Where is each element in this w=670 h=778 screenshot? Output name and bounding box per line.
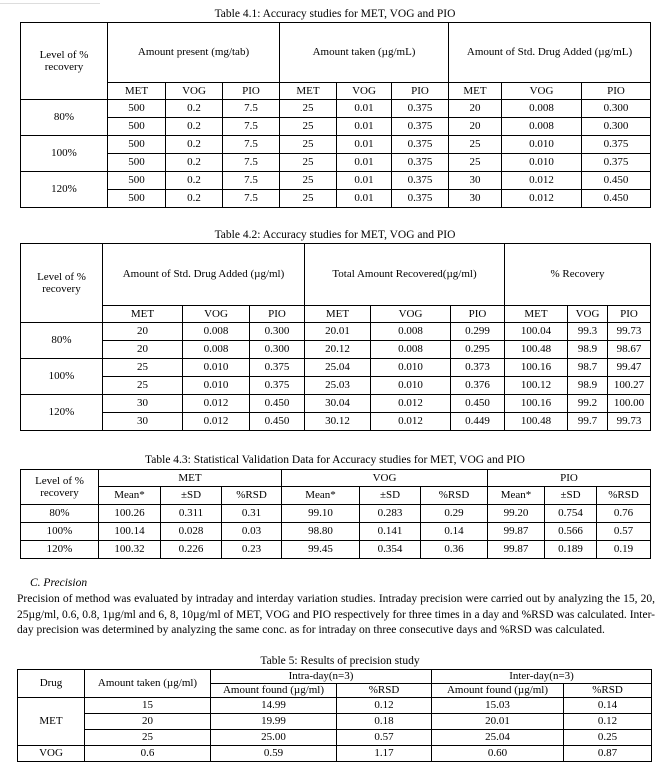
- table-cell: 500: [108, 100, 166, 118]
- table-cell: 0.12: [337, 698, 432, 714]
- table-cell: 0.373: [451, 359, 505, 377]
- table-cell: 0.01: [337, 136, 392, 154]
- table-row: [21, 172, 651, 190]
- table-row: [21, 395, 651, 413]
- table-cell: 0.008: [502, 100, 582, 118]
- table-cell: 20: [103, 341, 183, 359]
- table-row: [21, 377, 651, 395]
- table-cell: 20: [85, 714, 211, 730]
- table-cell: 7.5: [223, 118, 280, 136]
- table-cell: 0.354: [360, 541, 421, 559]
- level-cell: 100%: [21, 136, 108, 172]
- table-cell: 0.295: [451, 341, 505, 359]
- sub-header-row: [21, 83, 651, 100]
- table-cell: 7.5: [223, 100, 280, 118]
- group-header: MET: [99, 470, 282, 487]
- table-cell: 20: [449, 118, 502, 136]
- table-cell: 0.01: [337, 154, 392, 172]
- table-cell: 25.04: [432, 730, 564, 746]
- table-cell: 100.48: [505, 341, 568, 359]
- table-cell: 100.04: [505, 323, 568, 341]
- sub-header: MET: [103, 306, 183, 323]
- table-cell: 500: [108, 172, 166, 190]
- table-cell: 98.67: [608, 341, 651, 359]
- table-cell: 25: [280, 172, 337, 190]
- table-cell: 25: [280, 190, 337, 208]
- table-cell: 0.2: [166, 118, 223, 136]
- sub-header: %RSD: [421, 487, 488, 505]
- sub-header: VOG: [502, 83, 582, 100]
- table-row: [21, 190, 651, 208]
- table-cell: 100.48: [505, 413, 568, 431]
- table-cell: 99.73: [608, 323, 651, 341]
- table-cell: 0.226: [161, 541, 222, 559]
- table-cell: 25: [280, 100, 337, 118]
- sub-header: VOG: [337, 83, 392, 100]
- table-cell: 0.010: [183, 359, 250, 377]
- table-cell: 20: [449, 100, 502, 118]
- table-cell: 0.283: [360, 505, 421, 523]
- table-cell: 0.375: [392, 154, 449, 172]
- table-cell: 20.01: [432, 714, 564, 730]
- sub-header: PIO: [451, 306, 505, 323]
- table-cell: 30.12: [305, 413, 371, 431]
- table-cell: 100.00: [608, 395, 651, 413]
- sub-header: MET: [449, 83, 502, 100]
- table-cell: 7.5: [223, 154, 280, 172]
- table-cell: 0.29: [421, 505, 488, 523]
- sub-header-row: [21, 487, 651, 505]
- level-cell: 120%: [21, 172, 108, 208]
- table-cell: 30: [449, 172, 502, 190]
- sub-header: ±SD: [360, 487, 421, 505]
- table-cell: 500: [108, 136, 166, 154]
- table-cell: 0.010: [502, 136, 582, 154]
- table-cell: 15.03: [432, 698, 564, 714]
- table-cell: 0.2: [166, 190, 223, 208]
- table-cell: 0.754: [545, 505, 597, 523]
- table-cell: 100.12: [505, 377, 568, 395]
- table-4-2: [20, 243, 651, 431]
- sub-header: %RSD: [597, 487, 651, 505]
- table-cell: 0.14: [421, 523, 488, 541]
- table-cell: 99.47: [608, 359, 651, 377]
- table-cell: 25: [85, 730, 211, 746]
- precision-heading: C. Precision: [30, 577, 88, 589]
- group-header: Amount present (mg/tab): [108, 23, 280, 83]
- table-cell: 25.00: [211, 730, 337, 746]
- sub-header: VOG: [371, 306, 451, 323]
- sub-header: VOG: [166, 83, 223, 100]
- sub-header: ±SD: [545, 487, 597, 505]
- table-cell: 0.141: [360, 523, 421, 541]
- table-cell: 0.299: [451, 323, 505, 341]
- table-cell: 98.9: [568, 377, 608, 395]
- table-cell: 0.012: [502, 190, 582, 208]
- drug-header: Drug: [18, 670, 85, 698]
- inter-day-header: Inter-day(n=3): [432, 670, 652, 684]
- table-cell: 25: [280, 136, 337, 154]
- level-cell: 80%: [21, 100, 108, 136]
- table-cell: 0.375: [582, 154, 651, 172]
- table-cell: 0.36: [421, 541, 488, 559]
- table-cell: 14.99: [211, 698, 337, 714]
- table-cell: 99.87: [488, 541, 545, 559]
- table-cell: 0.008: [502, 118, 582, 136]
- table-5: [17, 669, 652, 762]
- table-cell: 20.01: [305, 323, 371, 341]
- table-4-1: [20, 22, 651, 208]
- table-cell: 0.375: [392, 136, 449, 154]
- table-4-3-caption: Table 4.3: Statistical Validation Data for Accuracy studies for MET, VOG and PIO: [145, 454, 525, 466]
- amount-taken-header: Amount taken (µg/ml): [85, 670, 211, 698]
- table-cell: 7.5: [223, 136, 280, 154]
- sub-header: PIO: [223, 83, 280, 100]
- table-cell: 30: [103, 395, 183, 413]
- level-header: Level of % recovery: [21, 470, 99, 505]
- table-cell: 99.10: [282, 505, 360, 523]
- table-row: [21, 323, 651, 341]
- table-cell: 0.19: [597, 541, 651, 559]
- table-cell: 25: [449, 136, 502, 154]
- table-row: [18, 746, 652, 762]
- table-cell: 0.450: [250, 413, 305, 431]
- sub-header: PIO: [582, 83, 651, 100]
- table-cell: 0.375: [250, 359, 305, 377]
- table-cell: 0.2: [166, 154, 223, 172]
- sub-header: MET: [108, 83, 166, 100]
- table-cell: 0.01: [337, 190, 392, 208]
- table-cell: 30: [449, 190, 502, 208]
- table-cell: 99.73: [608, 413, 651, 431]
- intra-day-header: Intra-day(n=3): [211, 670, 432, 684]
- table-cell: 100.32: [99, 541, 161, 559]
- table-cell: 0.57: [597, 523, 651, 541]
- table-cell: 98.7: [568, 359, 608, 377]
- table-cell: 0.14: [564, 698, 652, 714]
- table-cell: 0.12: [564, 714, 652, 730]
- table-row: [21, 523, 651, 541]
- table-cell: 25: [280, 118, 337, 136]
- table-cell: 25: [103, 377, 183, 395]
- level-header: Level of % recovery: [21, 23, 108, 100]
- table-cell: 7.5: [223, 190, 280, 208]
- table-4-3: [20, 469, 651, 559]
- table-cell: 0.376: [451, 377, 505, 395]
- table-cell: 0.012: [371, 413, 451, 431]
- table-cell: 0.31: [222, 505, 282, 523]
- table-cell: 19.99: [211, 714, 337, 730]
- table-cell: 0.450: [250, 395, 305, 413]
- table-cell: 0.59: [211, 746, 337, 762]
- table-row: [18, 698, 652, 714]
- sub-header: MET: [280, 83, 337, 100]
- sub-header: VOG: [568, 306, 608, 323]
- table-cell: 99.20: [488, 505, 545, 523]
- drug-cell-met: MET: [18, 698, 85, 746]
- table-cell: 25: [103, 359, 183, 377]
- sub-header: Amount found (µg/ml): [432, 684, 564, 698]
- table-cell: 100.16: [505, 359, 568, 377]
- table-cell: 500: [108, 118, 166, 136]
- table-cell: 0.03: [222, 523, 282, 541]
- group-header: Amount of Std. Drug Added (µg/ml): [103, 244, 305, 306]
- table-cell: 25.04: [305, 359, 371, 377]
- table-cell: 0.2: [166, 100, 223, 118]
- table-cell: 0.450: [582, 172, 651, 190]
- table-cell: 0.01: [337, 100, 392, 118]
- sub-header: Mean*: [488, 487, 545, 505]
- level-cell: 80%: [21, 505, 99, 523]
- table-cell: 0.008: [183, 341, 250, 359]
- table-row: [21, 118, 651, 136]
- table-row: [21, 341, 651, 359]
- table-cell: 0.012: [183, 413, 250, 431]
- table-cell: 0.008: [183, 323, 250, 341]
- table-cell: 0.18: [337, 714, 432, 730]
- table-cell: 0.01: [337, 118, 392, 136]
- group-header: PIO: [488, 470, 651, 487]
- table-cell: 100.26: [99, 505, 161, 523]
- table-cell: 0.010: [371, 359, 451, 377]
- table-cell: 30.04: [305, 395, 371, 413]
- table-cell: 0.375: [392, 172, 449, 190]
- sub-header: PIO: [250, 306, 305, 323]
- sub-header: %RSD: [337, 684, 432, 698]
- table-row: [21, 100, 651, 118]
- table-4-2-caption: Table 4.2: Accuracy studies for MET, VOG and PIO: [214, 229, 456, 241]
- table-cell: 30: [103, 413, 183, 431]
- table-cell: 0.566: [545, 523, 597, 541]
- table-cell: 25: [280, 154, 337, 172]
- table-row: [21, 413, 651, 431]
- table-cell: 1.17: [337, 746, 432, 762]
- table-cell: 7.5: [223, 172, 280, 190]
- table-cell: 0.300: [582, 118, 651, 136]
- table-cell: 20.12: [305, 341, 371, 359]
- sub-header: Mean*: [282, 487, 360, 505]
- level-cell: 100%: [21, 523, 99, 541]
- table-cell: 0.01: [337, 172, 392, 190]
- table-cell: 0.449: [451, 413, 505, 431]
- table-row: [21, 136, 651, 154]
- table-cell: 99.45: [282, 541, 360, 559]
- table-cell: 0.60: [432, 746, 564, 762]
- table-cell: VOG: [18, 746, 85, 762]
- level-cell: 120%: [21, 541, 99, 559]
- table-cell: 0.76: [597, 505, 651, 523]
- sub-header: MET: [505, 306, 568, 323]
- table-cell: 99.2: [568, 395, 608, 413]
- table-cell: 0.375: [392, 190, 449, 208]
- table-cell: 0.375: [582, 136, 651, 154]
- table-cell: 0.25: [564, 730, 652, 746]
- level-header: Level of % recovery: [21, 244, 103, 323]
- table-cell: 100.14: [99, 523, 161, 541]
- table-cell: 25.03: [305, 377, 371, 395]
- table-cell: 25: [449, 154, 502, 172]
- table-cell: 0.008: [371, 323, 451, 341]
- table-cell: 0.189: [545, 541, 597, 559]
- table-cell: 0.300: [250, 323, 305, 341]
- table-4-1-caption: Table 4.1: Accuracy studies for MET, VOG and PIO: [214, 8, 456, 20]
- table-cell: 0.010: [502, 154, 582, 172]
- sub-header: %RSD: [222, 487, 282, 505]
- table-cell: 98.80: [282, 523, 360, 541]
- sub-header: VOG: [183, 306, 250, 323]
- table-cell: 15: [85, 698, 211, 714]
- group-header: % Recovery: [505, 244, 651, 306]
- table-cell: 500: [108, 190, 166, 208]
- level-cell: 120%: [21, 395, 103, 431]
- table-cell: 0.012: [183, 395, 250, 413]
- table-row: [21, 359, 651, 377]
- table-cell: 98.9: [568, 341, 608, 359]
- table-cell: 500: [108, 154, 166, 172]
- table-cell: 0.57: [337, 730, 432, 746]
- precision-paragraph: Precision of method was evaluated by intraday and interday variation studies. Intraday precision were carried out by analyzing the 15, 20, 25µg/ml, 0.6, 0.8, 1µg/ml and 6, 8, 10µg/ml of MET, VOG and PIO respectively for three times in a day and %RSD was calculated. Inter-day precision was determined by analyzing the same conc. as for intraday on three consecutive days and %RSD was calculated.: [17, 593, 655, 637]
- sub-header: MET: [305, 306, 371, 323]
- table-cell: 99.87: [488, 523, 545, 541]
- table-cell: 0.311: [161, 505, 222, 523]
- table-cell: 0.2: [166, 172, 223, 190]
- table-row: [21, 154, 651, 172]
- table-cell: 99.3: [568, 323, 608, 341]
- top-edge-artifact: [0, 0, 100, 4]
- sub-header: PIO: [608, 306, 651, 323]
- table-5-caption: Table 5: Results of precision study: [260, 655, 420, 667]
- table-cell: 0.010: [183, 377, 250, 395]
- sub-header: ±SD: [161, 487, 222, 505]
- table-cell: 0.450: [451, 395, 505, 413]
- group-header: Amount taken (µg/mL): [280, 23, 449, 83]
- group-header: Total Amount Recovered(µg/ml): [305, 244, 505, 306]
- table-cell: 0.028: [161, 523, 222, 541]
- table-cell: 0.010: [371, 377, 451, 395]
- table-cell: 0.375: [392, 100, 449, 118]
- table-cell: 20: [103, 323, 183, 341]
- table-cell: 0.375: [392, 118, 449, 136]
- table-cell: 0.012: [371, 395, 451, 413]
- table-cell: 100.27: [608, 377, 651, 395]
- table-cell: 0.375: [250, 377, 305, 395]
- sub-header: Mean*: [99, 487, 161, 505]
- table-cell: 0.012: [502, 172, 582, 190]
- table-cell: 0.008: [371, 341, 451, 359]
- table-cell: 0.6: [85, 746, 211, 762]
- table-cell: 0.2: [166, 136, 223, 154]
- level-cell: 100%: [21, 359, 103, 395]
- table-cell: 0.450: [582, 190, 651, 208]
- sub-header: %RSD: [564, 684, 652, 698]
- table-cell: 100.16: [505, 395, 568, 413]
- table-row: [18, 730, 652, 746]
- sub-header-row: [21, 306, 651, 323]
- table-row: [18, 714, 652, 730]
- group-header: Amount of Std. Drug Added (µg/mL): [449, 23, 651, 83]
- table-cell: 0.300: [582, 100, 651, 118]
- table-row: [21, 541, 651, 559]
- sub-header: Amount found (µg/ml): [211, 684, 337, 698]
- sub-header: PIO: [392, 83, 449, 100]
- table-row: [21, 505, 651, 523]
- table-cell: 0.23: [222, 541, 282, 559]
- group-header: VOG: [282, 470, 488, 487]
- table-cell: 0.300: [250, 341, 305, 359]
- table-cell: 0.87: [564, 746, 652, 762]
- level-cell: 80%: [21, 323, 103, 359]
- table-cell: 99.7: [568, 413, 608, 431]
